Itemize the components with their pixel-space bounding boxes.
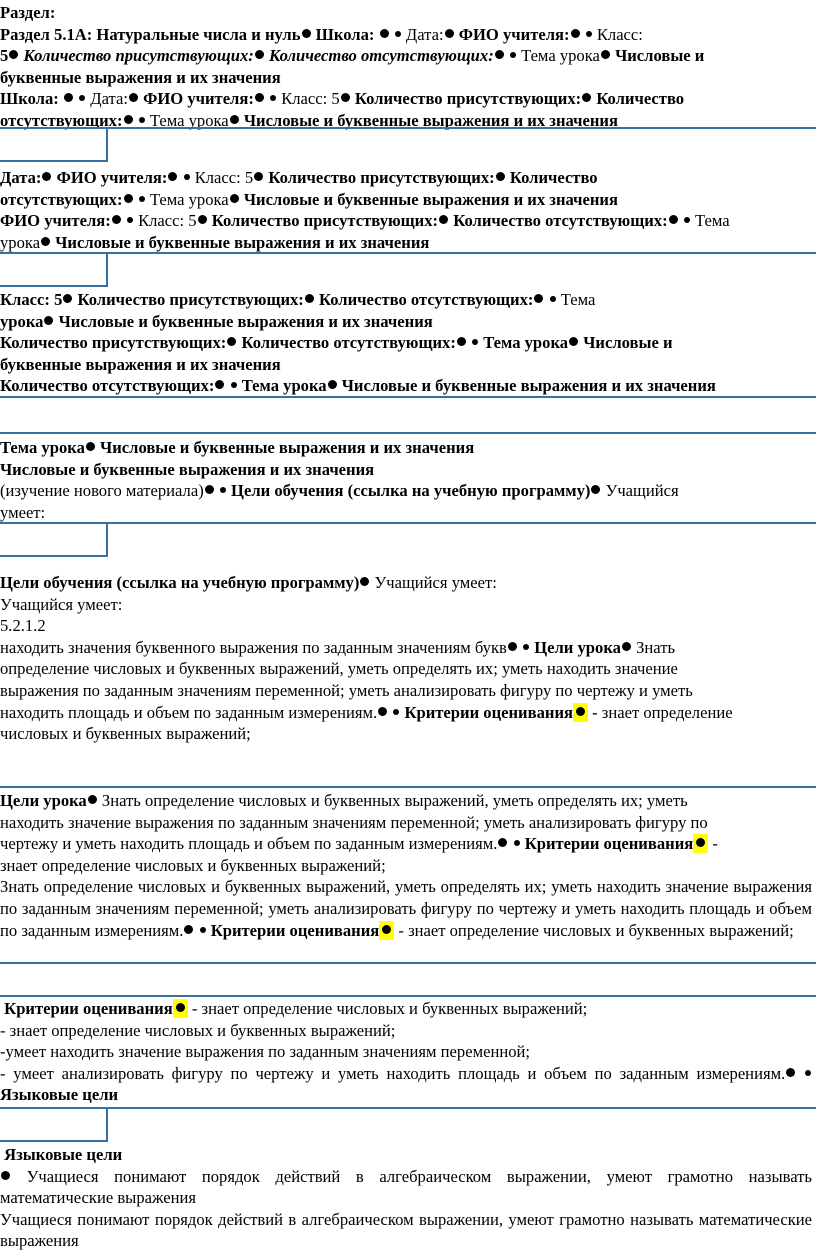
bullet-icon bbox=[86, 442, 95, 451]
highlighted-bullet bbox=[573, 703, 588, 722]
bullet-icon bbox=[44, 316, 53, 325]
bullet-icon bbox=[127, 217, 133, 223]
bullet-icon bbox=[395, 31, 401, 37]
bullet-icon bbox=[79, 95, 85, 101]
bullet-icon bbox=[184, 925, 193, 934]
bullet-icon bbox=[124, 194, 133, 203]
bullet-icon bbox=[571, 29, 580, 38]
bullet-icon bbox=[534, 294, 543, 303]
bullet-icon bbox=[550, 296, 556, 302]
bullet-icon bbox=[496, 172, 505, 181]
bullet-icon bbox=[88, 795, 97, 804]
table-rule bbox=[0, 396, 816, 398]
bullet-icon bbox=[200, 927, 206, 933]
bullet-icon bbox=[112, 215, 121, 224]
bullet-icon bbox=[696, 838, 705, 847]
bullet-icon bbox=[129, 93, 138, 102]
bullet-icon bbox=[63, 294, 72, 303]
bullet-icon bbox=[139, 117, 145, 123]
bullet-icon bbox=[205, 485, 214, 494]
bullet-icon bbox=[786, 1068, 795, 1077]
bullet-icon bbox=[270, 95, 276, 101]
bullet-icon bbox=[1, 1171, 10, 1180]
bullet-icon bbox=[523, 644, 529, 650]
block-kriterii: Критерии оценивания - знает определение числовых и буквенных выражений; - знает определение числовых и буквенных выражений; -умеет находить значение выражения по заданным значениям переменной; - умеет анализировать фигуру по чертежу и уметь находить площадь и объем по заданным измерениям. Языковые цели bbox=[0, 998, 814, 1106]
bullet-icon bbox=[514, 840, 520, 846]
table-rule bbox=[0, 1107, 816, 1109]
block-data: Дата: ФИО учителя: Класс: 5 Количество присутствующих: Количество отсутствующих: Тема урока Числовые и буквенные выражения и их значения ФИО учителя: Класс: 5 Количество присутствующих: Количество отсутствующих: Тема урока Числовые и буквенные выражения и их значения bbox=[0, 168, 730, 252]
bullet-icon bbox=[255, 93, 264, 102]
block-tema: Тема урока Числовые и буквенные выражения и их значения Числовые и буквенные выражения и их значения (изучение нового материала) Цели обучения (ссылка на учебную программу) Учащийся умеет: bbox=[0, 438, 679, 522]
bullet-icon bbox=[64, 93, 73, 102]
celi-uroka-text: Знать определение числовых и буквенных выражений, уметь определять их; уметь находить значение выражения по заданным значениям переменной; уметь анализировать фигуру по чертежу и уметь находить площадь и объем по заданным измерениям. Критерии оценивания - знает определение числовых и буквенных выражений; bbox=[0, 877, 812, 940]
bullet-icon bbox=[495, 50, 504, 59]
bullet-icon bbox=[805, 1070, 811, 1076]
objective-code: 5.2.1.2 bbox=[0, 616, 46, 636]
block-razdel: Раздел: Раздел 5.1A: Натуральные числа и нуль Школа: Дата: ФИО учителя: Класс: 5 Количество присутствующих: Количество отсутствующих: Тема урока Числовые и буквенные выражения и их значения Школа: Дата: ФИО учителя: Класс: 5 Количество присутствующих: Количество отсутствующих: Тема урока Числовые и буквенные выражения и их значения bbox=[0, 3, 705, 130]
table-cell bbox=[0, 522, 108, 557]
bullet-icon bbox=[139, 196, 145, 202]
bullet-icon bbox=[198, 215, 207, 224]
bullet-icon bbox=[254, 172, 263, 181]
bullet-icon bbox=[576, 707, 585, 716]
table-cell bbox=[0, 1107, 108, 1142]
bullet-icon bbox=[498, 838, 507, 847]
bullet-icon bbox=[445, 29, 454, 38]
bullet-icon bbox=[378, 707, 387, 716]
bullet-icon bbox=[472, 339, 478, 345]
bullet-icon bbox=[380, 29, 389, 38]
bullet-icon bbox=[168, 172, 177, 181]
table-rule bbox=[0, 995, 816, 997]
label-razdel: Раздел: bbox=[0, 3, 56, 22]
bullet-icon bbox=[382, 925, 391, 934]
bullet-icon bbox=[622, 642, 631, 651]
bullet-icon bbox=[569, 337, 578, 346]
bullet-icon bbox=[510, 52, 516, 58]
bullet-icon bbox=[591, 485, 600, 494]
bullet-icon bbox=[601, 50, 610, 59]
bullet-icon bbox=[457, 337, 466, 346]
bullet-icon bbox=[184, 174, 190, 180]
bullet-icon bbox=[255, 50, 264, 59]
block-celi-obucheniya: Цели обучения (ссылка на учебную программу) Учащийся умеет: Учащийся умеет: 5.2.1.2 находить значения буквенного выражения по заданным значениям букв Цели урока Знать определение числовых и буквенных выражений, уметь определять их; уметь находить значение выражения по заданным значениям переменной; уметь анализировать фигуру по чертежу и уметь находить площадь и объем по заданным измерениям. Критерии оценивания - знает определение числовых и буквенных выражений; bbox=[0, 572, 814, 745]
table-rule bbox=[0, 252, 816, 254]
bullet-icon bbox=[230, 115, 239, 124]
bullet-icon bbox=[684, 217, 690, 223]
bullet-icon bbox=[586, 31, 592, 37]
bullet-icon bbox=[42, 172, 51, 181]
block-klass: Класс: 5 Количество присутствующих: Количество отсутствующих: Тема урока Числовые и буквенные выражения и их значения Количество присутствующих: Количество отсутствующих: Тема урока Числовые и буквенные выражения и их значения Количество отсутствующих: Тема урока Числовые и буквенные выражения и их значения bbox=[0, 290, 716, 396]
table-rule bbox=[0, 522, 816, 524]
bullet-icon bbox=[215, 380, 224, 389]
bullet-icon bbox=[669, 215, 678, 224]
bullet-icon bbox=[305, 294, 314, 303]
bullet-icon bbox=[220, 487, 226, 493]
table-rule bbox=[0, 786, 816, 788]
table-cell bbox=[0, 127, 108, 162]
bullet-icon bbox=[231, 382, 237, 388]
bullet-icon bbox=[227, 337, 236, 346]
table-rule bbox=[0, 432, 816, 434]
bullet-icon bbox=[9, 50, 18, 59]
table-rule bbox=[0, 962, 816, 964]
table-cell bbox=[0, 252, 108, 287]
bullet-icon bbox=[341, 93, 350, 102]
bullet-icon bbox=[328, 380, 337, 389]
bullet-icon bbox=[41, 237, 50, 246]
block-celi-uroka: Цели урока Знать определение числовых и буквенных выражений, уметь определять их; уметь находить значение выражения по заданным значениям переменной; уметь анализировать фигуру по чертежу и уметь находить площадь и объем по заданным измерениям. Критерии оценивания - знает определение числовых и буквенных выражений; Знать определение числовых и буквенных выражений, уметь определять их; уметь находить значение выражения по заданным значениям переменной; уметь анализировать фигуру по чертежу и уметь находить площадь и объем по заданным измерениям. Критерии оценивания - знает определение числовых и буквенных выражений; bbox=[0, 791, 812, 940]
bullet-icon bbox=[176, 1003, 185, 1012]
bullet-icon bbox=[230, 194, 239, 203]
block-yazyk: Языковые цели Учащиеся понимают порядок действий в алгебраическом выражении, умеют грамотно называть математические выражения Учащиеся понимают порядок действий в алгебраическом выражении, умеют грамотно называть математические выражения bbox=[0, 1145, 812, 1251]
bullet-icon bbox=[582, 93, 591, 102]
bullet-icon bbox=[439, 215, 448, 224]
bullet-icon bbox=[393, 709, 399, 715]
bullet-icon bbox=[124, 115, 133, 124]
bullet-icon bbox=[360, 577, 369, 586]
bullet-icon bbox=[508, 642, 517, 651]
bullet-icon bbox=[302, 29, 311, 38]
table-rule bbox=[0, 127, 816, 129]
